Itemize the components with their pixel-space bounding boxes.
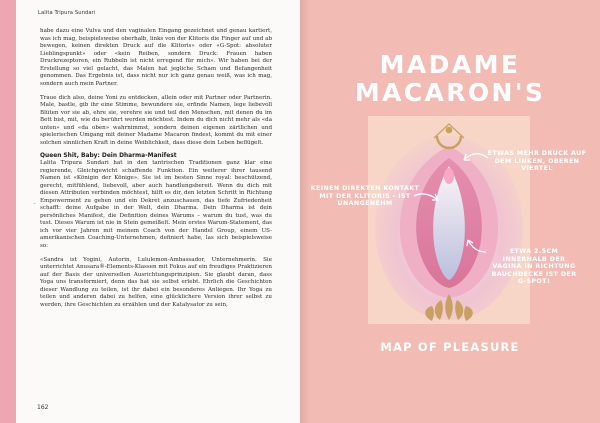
- paragraph: habe dazu eine Vulva und den vaginalen Eingang gezeichnet und genau kartiert, was ich mag, beispielsweise oberhalb, links von der Klitoris die Finger auf und ab bewegen, keinen direkten Druck auf die Klitoris» oder «G-Spot: absoluter Lieblingspunkt» oder «kein Reiben, sondern Druck: Frauen haben Druckrezeptoren, ein Rubbeln ist nicht erregend für mich». Wir haben bei der Erstellung so viel gelacht, das Malen hat jegliche Scham und Befangenheit genommen. Das Ergebnis ist, dass nicht nur ich ganz genau weiß, was ich mag, sondern auch mein Partner.: [40, 28, 272, 87]
- body-text: [40, 28, 272, 309]
- vulva-illustration: [368, 116, 530, 324]
- heading-marker-icon: –: [33, 200, 36, 207]
- running-head: Lalita Tripura Sundari: [38, 10, 96, 16]
- arrow-icon: [462, 236, 488, 256]
- title-line-1: MADAME: [379, 50, 521, 79]
- pink-page-edge: [0, 0, 16, 423]
- clitoris: [444, 168, 454, 184]
- section-heading: Queen Shit, Baby: Dein Dharma-Manifest: [40, 153, 177, 160]
- annotation-bottom-right: ETWA 2.5CM INNERHALB DER VAGINA IN RICHTUNG BAUCHDECKE IST DER G-SPOT!: [491, 248, 577, 286]
- paragraph: Lalita Tripura Sundari hat in den tantrischen Traditionen ganz klar eine regierende, Gleichgewicht schaffende Funktion. Ein weiterer ihrer tausend Namen ist «Königin der Könige». Sie ist im besten Sinne royal: beschützend, gerecht, mitfühlend, liebevoll, aber auch handlungsbereit. Wenn du dich mit diesen Attributen verbinden möchtest, hilft es dir, den letzten Schritt in Richtung Empowerment zu gehen und ein Dekret anzuschauen, das tiefe Zufriedenheit schafft: deine Aufgabe in der Welt, dein Dharma. Dein Dharma ist dein persönliches Manifest, die Definition deines Warums – warum du tust, was du tust. Dieses Warum ist nie in Stein gemeißelt. Mein erstes Warum-Statement, das ich vor vier Jahren mit meinem Coach von der Handel Group, einem US-amerikanischen Coaching-Unternehmen, definiert habe, las sich beispielsweise so:: [40, 160, 272, 249]
- page-number: 162: [37, 404, 49, 411]
- illustration-subtitle: MAP OF PLEASURE: [380, 340, 520, 354]
- annotation-top-right: ETWAS MEHR DRUCK AUF DEM LINKEN, OBEREN VIERTEL: [487, 150, 587, 173]
- right-page: [300, 0, 600, 423]
- moon-dot-icon: [446, 127, 453, 134]
- paragraph: «Sandra ist Yogini, Autorin, Lululemon-Ambassador, Unternehmerin. Sie unterrichtet Anusara®-Elements-Klassen mit Fokus auf ein freudiges Praktizieren auf der Basis der universellen Ausrichtungsprinzipien. Sie glaubt daran, dass Yoga uns transformiert, denn das hat sie selbst erlebt. Ehrlich die Geschichten dieser Wandlung zu teilen, ist ihr dabei ein besonderes Anliegen. Ihr Yoga zu teilen und anderen dabei zu helfen, eine glücklichere Version ihrer selbst zu werden, ihre Geschichten zu erzählen und der Katalysator zu sein,: [40, 256, 272, 308]
- annotation-left: KEINEN DIREKTEN KONTAKT MIT DER KLITORIS - IST UNANGENEHM: [310, 185, 420, 208]
- paragraph: Traue dich also, deine Yoni zu entdecken, allein oder mit Partner oder Partnerin. Male, bastle, gib ihr eine Stimme, bewundere sie, erfinde Namen, lege liebevoll Blüten vor sie ab, ehre sie, verehre sie und teil den Menschen, mit denen du im Bett bist, mit, wie du berührt werden möchtest. Indem du dich nicht mehr als «da unten» und «da oben» wahrnimmst, sondern deinen eigenen zärtlichen und spielerischen Umgang mit deiner Madame Macaron findest, kommt du mit einer solchen sinnlichen Kraft in deine Weiblichkeit, dass diese dein Leben beflügelt.: [40, 94, 272, 146]
- title-line-2: MACARON'S: [354, 78, 546, 107]
